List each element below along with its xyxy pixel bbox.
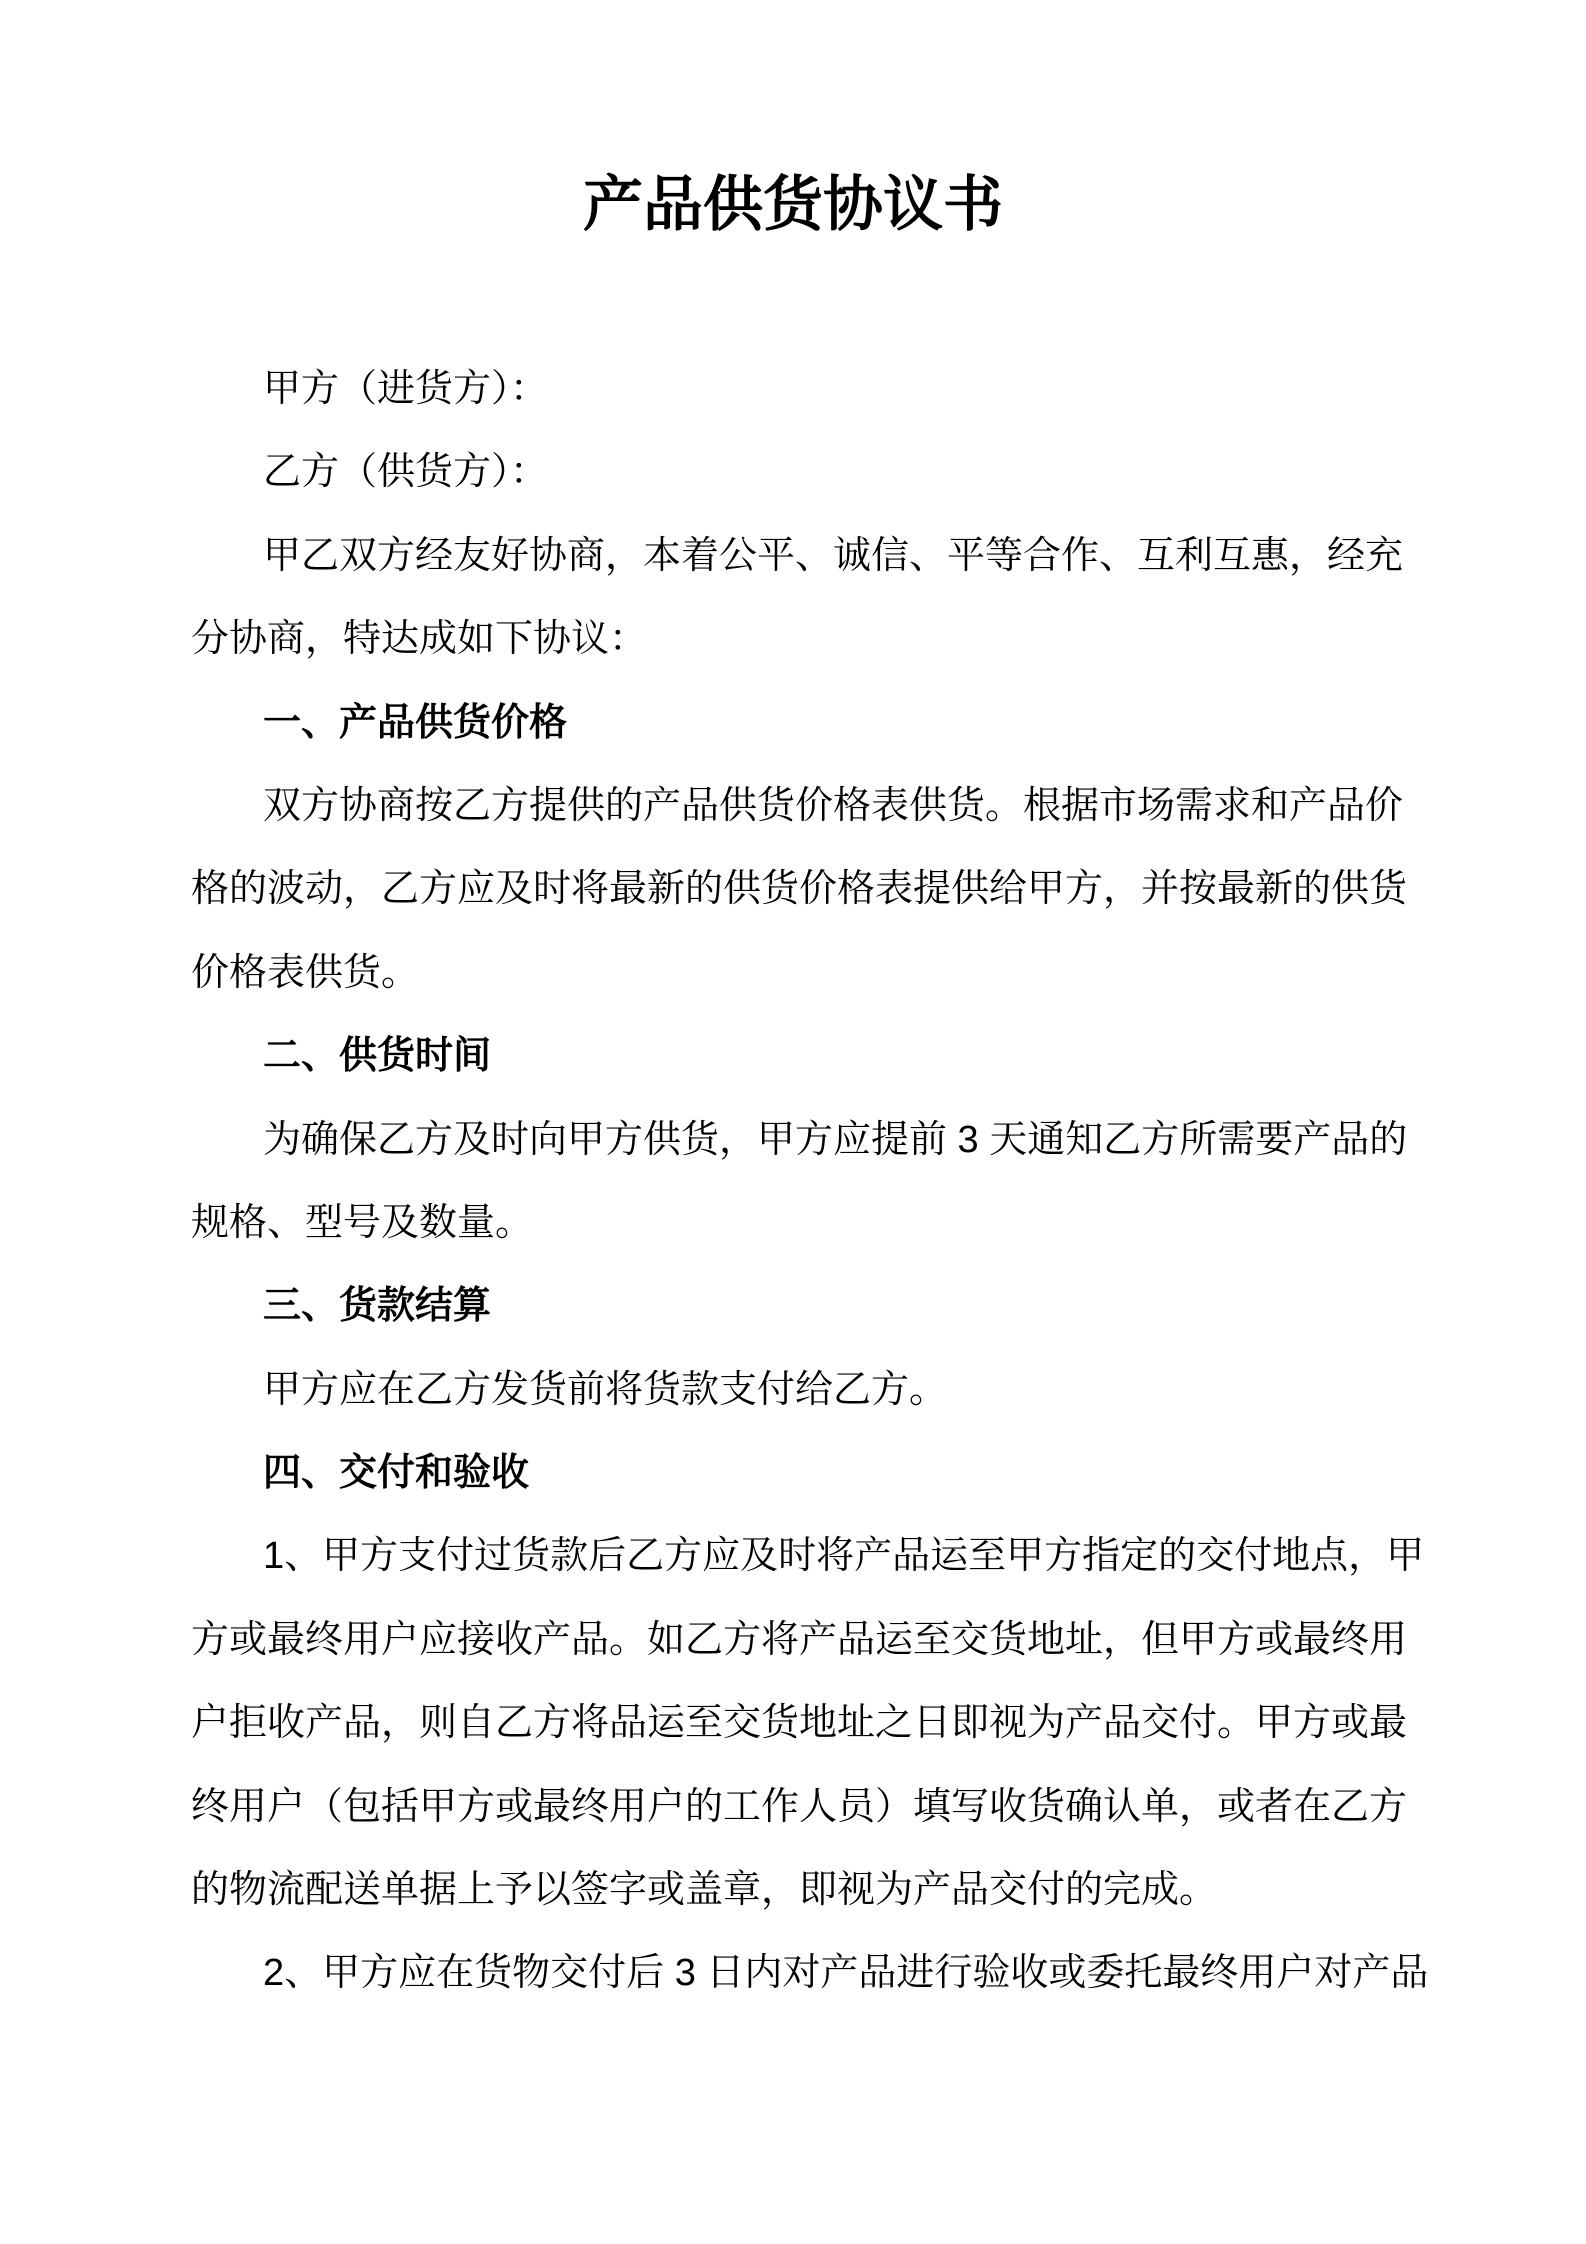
section-heading-line: 三、货款结算 — [263, 1285, 492, 1328]
document-text-line: 格的波动，乙方应及时将最新的供货价格表提供给甲方，并按最新的供货 — [191, 868, 1408, 911]
document-text-line: 价格表供货。 — [191, 951, 420, 994]
document-title: 产品供货协议书 — [583, 171, 1003, 238]
document-text-line: 乙方（供货方）： — [263, 451, 549, 494]
document-text-line: 为确保乙方及时向甲方供货，甲方应提前 3 天通知乙方所需要产品的 — [263, 1118, 1408, 1161]
document-text-line: 甲方（进货方）： — [263, 368, 549, 410]
document-body — [191, 348, 1429, 2016]
document-text-line: 户拒收产品，则自乙方将品运至交货地址之日即视为产品交付。甲方或最 — [191, 1702, 1408, 1745]
document-text-line: 2、甲方应在货物交付后 3 日内对产品进行验收或委托最终用户对产品 — [263, 1952, 1429, 1995]
document-text-line: 甲方应在乙方发货前将货款支付给乙方。 — [263, 1368, 948, 1411]
document-text-line: 分协商，特达成如下协议： — [191, 618, 648, 661]
document-text-line: 的物流配送单据上予以签字或盖章，即视为产品交付的完成。 — [191, 1869, 1218, 1912]
section-heading-line: 四、交付和验收 — [263, 1452, 530, 1495]
document-text-line: 双方协商按乙方提供的产品供货价格表供货。根据市场需求和产品价 — [263, 784, 1404, 827]
document-text-line: 规格、型号及数量。 — [191, 1201, 534, 1244]
section-heading-line: 二、供货时间 — [263, 1035, 492, 1078]
document-text-line: 方或最终用户应接收产品。如乙方将产品运至交货地址，但甲方或最终用 — [191, 1618, 1408, 1661]
section-heading-line: 一、产品供货价格 — [263, 701, 568, 744]
document-text-line: 终用户（包括甲方或最终用户的工作人员）填写收货确认单，或者在乙方 — [191, 1785, 1408, 1828]
document-text-line: 1、甲方支付过货款后乙方应及时将产品运至甲方指定的交付地点，甲 — [263, 1535, 1425, 1578]
document-text-line: 甲乙双方经友好协商，本着公平、诚信、平等合作、互利互惠，经充 — [263, 534, 1404, 577]
